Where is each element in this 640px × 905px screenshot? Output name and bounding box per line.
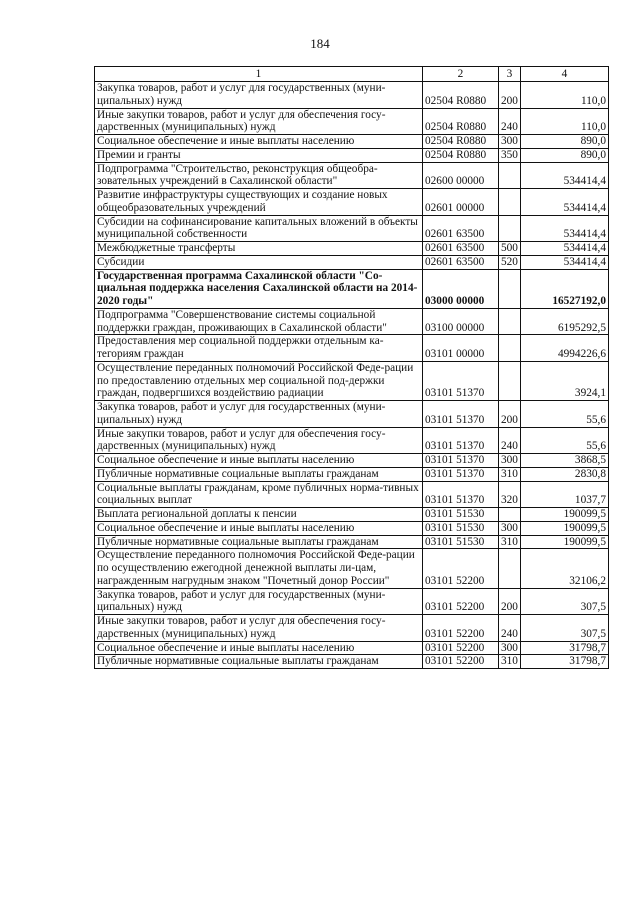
- table-row: [95, 189, 609, 216]
- header-col-1: 1: [95, 67, 423, 82]
- table-row: [95, 481, 609, 508]
- row-amount-cell: 32106,2: [521, 549, 609, 588]
- table-row: [95, 255, 609, 269]
- row-type-cell: 240: [499, 615, 521, 642]
- row-code-cell: 03101 51370: [423, 361, 499, 400]
- table-row: [95, 588, 609, 615]
- row-name-cell: Публичные нормативные социальные выплаты гражданам: [95, 467, 423, 481]
- row-amount-cell: 55,6: [521, 401, 609, 428]
- row-code-cell: 03101 51370: [423, 427, 499, 454]
- row-name-cell: Премии и гранты: [95, 148, 423, 162]
- row-amount-cell: 55,6: [521, 427, 609, 454]
- page-number: 184: [310, 36, 330, 51]
- row-name-cell: Социальное обеспечение и иные выплаты населению: [95, 454, 423, 468]
- row-code-cell: 03101 52200: [423, 588, 499, 615]
- row-name-cell: Иные закупки товаров, работ и услуг для обеспечения госу-дарственных (муниципальных) нужд: [95, 108, 423, 135]
- table-row: [95, 242, 609, 256]
- row-name-cell: Социальное обеспечение и иные выплаты населению: [95, 135, 423, 149]
- row-type-cell: 200: [499, 82, 521, 109]
- row-name-cell: Предоставления мер социальной поддержки отдельным ка-тегориям граждан: [95, 335, 423, 362]
- table-row: [95, 108, 609, 135]
- row-amount-cell: 110,0: [521, 108, 609, 135]
- row-code-cell: 03101 52200: [423, 549, 499, 588]
- row-type-cell: 300: [499, 135, 521, 149]
- table-row: [95, 215, 609, 242]
- row-code-cell: 02601 63500: [423, 242, 499, 256]
- row-name-cell: Государственная программа Сахалинской области "Со-циальная поддержка населения Сахалинской области на 2014-2020 годы": [95, 269, 423, 308]
- row-name-cell: Закупка товаров, работ и услуг для государственных (муни-ципальных) нужд: [95, 401, 423, 428]
- row-name-cell: Осуществление переданного полномочия Российской Феде-рации по осуществлению ежегодной денежной выплаты ли-цам, награжденным нагрудным знаком "Почетный донор России": [95, 549, 423, 588]
- row-amount-cell: 534414,4: [521, 162, 609, 189]
- row-amount-cell: 534414,4: [521, 215, 609, 242]
- row-amount-cell: 3924,1: [521, 361, 609, 400]
- table-row: [95, 655, 609, 669]
- row-type-cell: [499, 308, 521, 335]
- row-name-cell: Субсидии: [95, 255, 423, 269]
- row-name-cell: Развитие инфраструктуры существующих и создание новых общеобразовательных учреждений: [95, 189, 423, 216]
- row-type-cell: [499, 269, 521, 308]
- row-name-cell: Подпрограмма "Совершенствование системы социальной поддержки граждан, проживающих в Сахалинской области": [95, 308, 423, 335]
- row-code-cell: 02601 00000: [423, 189, 499, 216]
- row-amount-cell: 190099,5: [521, 508, 609, 522]
- row-code-cell: 03101 51530: [423, 535, 499, 549]
- row-amount-cell: 110,0: [521, 82, 609, 109]
- row-code-cell: 02601 63500: [423, 255, 499, 269]
- table-row: [95, 427, 609, 454]
- row-code-cell: 03101 52200: [423, 655, 499, 669]
- row-name-cell: Иные закупки товаров, работ и услуг для обеспечения госу-дарственных (муниципальных) нужд: [95, 427, 423, 454]
- row-code-cell: 03101 52200: [423, 641, 499, 655]
- row-code-cell: 03101 51370: [423, 454, 499, 468]
- row-name-cell: Публичные нормативные социальные выплаты гражданам: [95, 535, 423, 549]
- budget-table: [94, 66, 609, 669]
- row-type-cell: [499, 215, 521, 242]
- table-row: [95, 467, 609, 481]
- row-code-cell: 03101 52200: [423, 615, 499, 642]
- row-amount-cell: 534414,4: [521, 255, 609, 269]
- row-name-cell: Закупка товаров, работ и услуг для государственных (муни-ципальных) нужд: [95, 82, 423, 109]
- table-row: [95, 335, 609, 362]
- row-name-cell: Социальные выплаты гражданам, кроме публичных норма-тивных социальных выплат: [95, 481, 423, 508]
- row-code-cell: 02504 R0880: [423, 108, 499, 135]
- row-amount-cell: 190099,5: [521, 535, 609, 549]
- row-type-cell: 350: [499, 148, 521, 162]
- row-name-cell: Социальное обеспечение и иные выплаты населению: [95, 641, 423, 655]
- row-type-cell: 500: [499, 242, 521, 256]
- row-code-cell: 02600 00000: [423, 162, 499, 189]
- table-row: [95, 508, 609, 522]
- table-row: [95, 535, 609, 549]
- header-col-3: 3: [499, 67, 521, 82]
- row-amount-cell: 890,0: [521, 148, 609, 162]
- row-type-cell: [499, 335, 521, 362]
- row-name-cell: Социальное обеспечение и иные выплаты населению: [95, 521, 423, 535]
- row-amount-cell: 1037,7: [521, 481, 609, 508]
- row-code-cell: 03100 00000: [423, 308, 499, 335]
- row-type-cell: [499, 162, 521, 189]
- row-type-cell: 240: [499, 108, 521, 135]
- table-row: [95, 521, 609, 535]
- row-type-cell: [499, 189, 521, 216]
- row-type-cell: 520: [499, 255, 521, 269]
- row-amount-cell: 307,5: [521, 588, 609, 615]
- table-row: [95, 308, 609, 335]
- table-row: [95, 269, 609, 308]
- row-code-cell: 02504 R0880: [423, 148, 499, 162]
- row-type-cell: 300: [499, 641, 521, 655]
- row-name-cell: Межбюджетные трансферты: [95, 242, 423, 256]
- row-type-cell: 300: [499, 521, 521, 535]
- table-row: [95, 641, 609, 655]
- row-amount-cell: 31798,7: [521, 641, 609, 655]
- row-code-cell: 03101 51530: [423, 521, 499, 535]
- table-row: [95, 162, 609, 189]
- table-row: [95, 361, 609, 400]
- row-type-cell: [499, 508, 521, 522]
- table-header-row: [95, 67, 609, 82]
- row-amount-cell: 890,0: [521, 135, 609, 149]
- row-name-cell: Подпрограмма "Строительство, реконструкция общеобра-зовательных учреждений в Сахалинской области": [95, 162, 423, 189]
- table-row: [95, 135, 609, 149]
- row-amount-cell: 2830,8: [521, 467, 609, 481]
- row-type-cell: 320: [499, 481, 521, 508]
- table-row: [95, 615, 609, 642]
- row-code-cell: 02601 63500: [423, 215, 499, 242]
- row-code-cell: 03000 00000: [423, 269, 499, 308]
- row-code-cell: 03101 51370: [423, 401, 499, 428]
- row-code-cell: 03101 00000: [423, 335, 499, 362]
- row-type-cell: 300: [499, 454, 521, 468]
- row-name-cell: Осуществление переданных полномочий Российской Феде-рации по предоставлению отдельных мер социальной под-держки граждан, подвергшихся воздействию радиации: [95, 361, 423, 400]
- row-amount-cell: 31798,7: [521, 655, 609, 669]
- row-amount-cell: 534414,4: [521, 189, 609, 216]
- header-col-2: 2: [423, 67, 499, 82]
- row-code-cell: 02504 R0880: [423, 135, 499, 149]
- row-name-cell: Выплата региональной доплаты к пенсии: [95, 508, 423, 522]
- row-code-cell: 03101 51370: [423, 481, 499, 508]
- table-row: [95, 148, 609, 162]
- header-col-4: 4: [521, 67, 609, 82]
- row-code-cell: 03101 51370: [423, 467, 499, 481]
- row-type-cell: [499, 549, 521, 588]
- row-name-cell: Субсидии на софинансирование капитальных вложений в объекты муниципальной собственности: [95, 215, 423, 242]
- row-amount-cell: 6195292,5: [521, 308, 609, 335]
- row-name-cell: Иные закупки товаров, работ и услуг для обеспечения госу-дарственных (муниципальных) нужд: [95, 615, 423, 642]
- table-row: [95, 549, 609, 588]
- row-type-cell: 310: [499, 467, 521, 481]
- table-row: [95, 401, 609, 428]
- row-name-cell: Закупка товаров, работ и услуг для государственных (муни-ципальных) нужд: [95, 588, 423, 615]
- table-body: [95, 82, 609, 669]
- row-type-cell: 200: [499, 588, 521, 615]
- row-type-cell: 310: [499, 655, 521, 669]
- row-code-cell: 03101 51530: [423, 508, 499, 522]
- row-type-cell: 240: [499, 427, 521, 454]
- table-row: [95, 82, 609, 109]
- row-amount-cell: 4994226,6: [521, 335, 609, 362]
- row-amount-cell: 307,5: [521, 615, 609, 642]
- row-type-cell: [499, 361, 521, 400]
- row-name-cell: Публичные нормативные социальные выплаты гражданам: [95, 655, 423, 669]
- row-amount-cell: 534414,4: [521, 242, 609, 256]
- row-amount-cell: 3868,5: [521, 454, 609, 468]
- row-code-cell: 02504 R0880: [423, 82, 499, 109]
- row-type-cell: 200: [499, 401, 521, 428]
- row-type-cell: 310: [499, 535, 521, 549]
- table-row: [95, 454, 609, 468]
- row-amount-cell: 190099,5: [521, 521, 609, 535]
- row-amount-cell: 16527192,0: [521, 269, 609, 308]
